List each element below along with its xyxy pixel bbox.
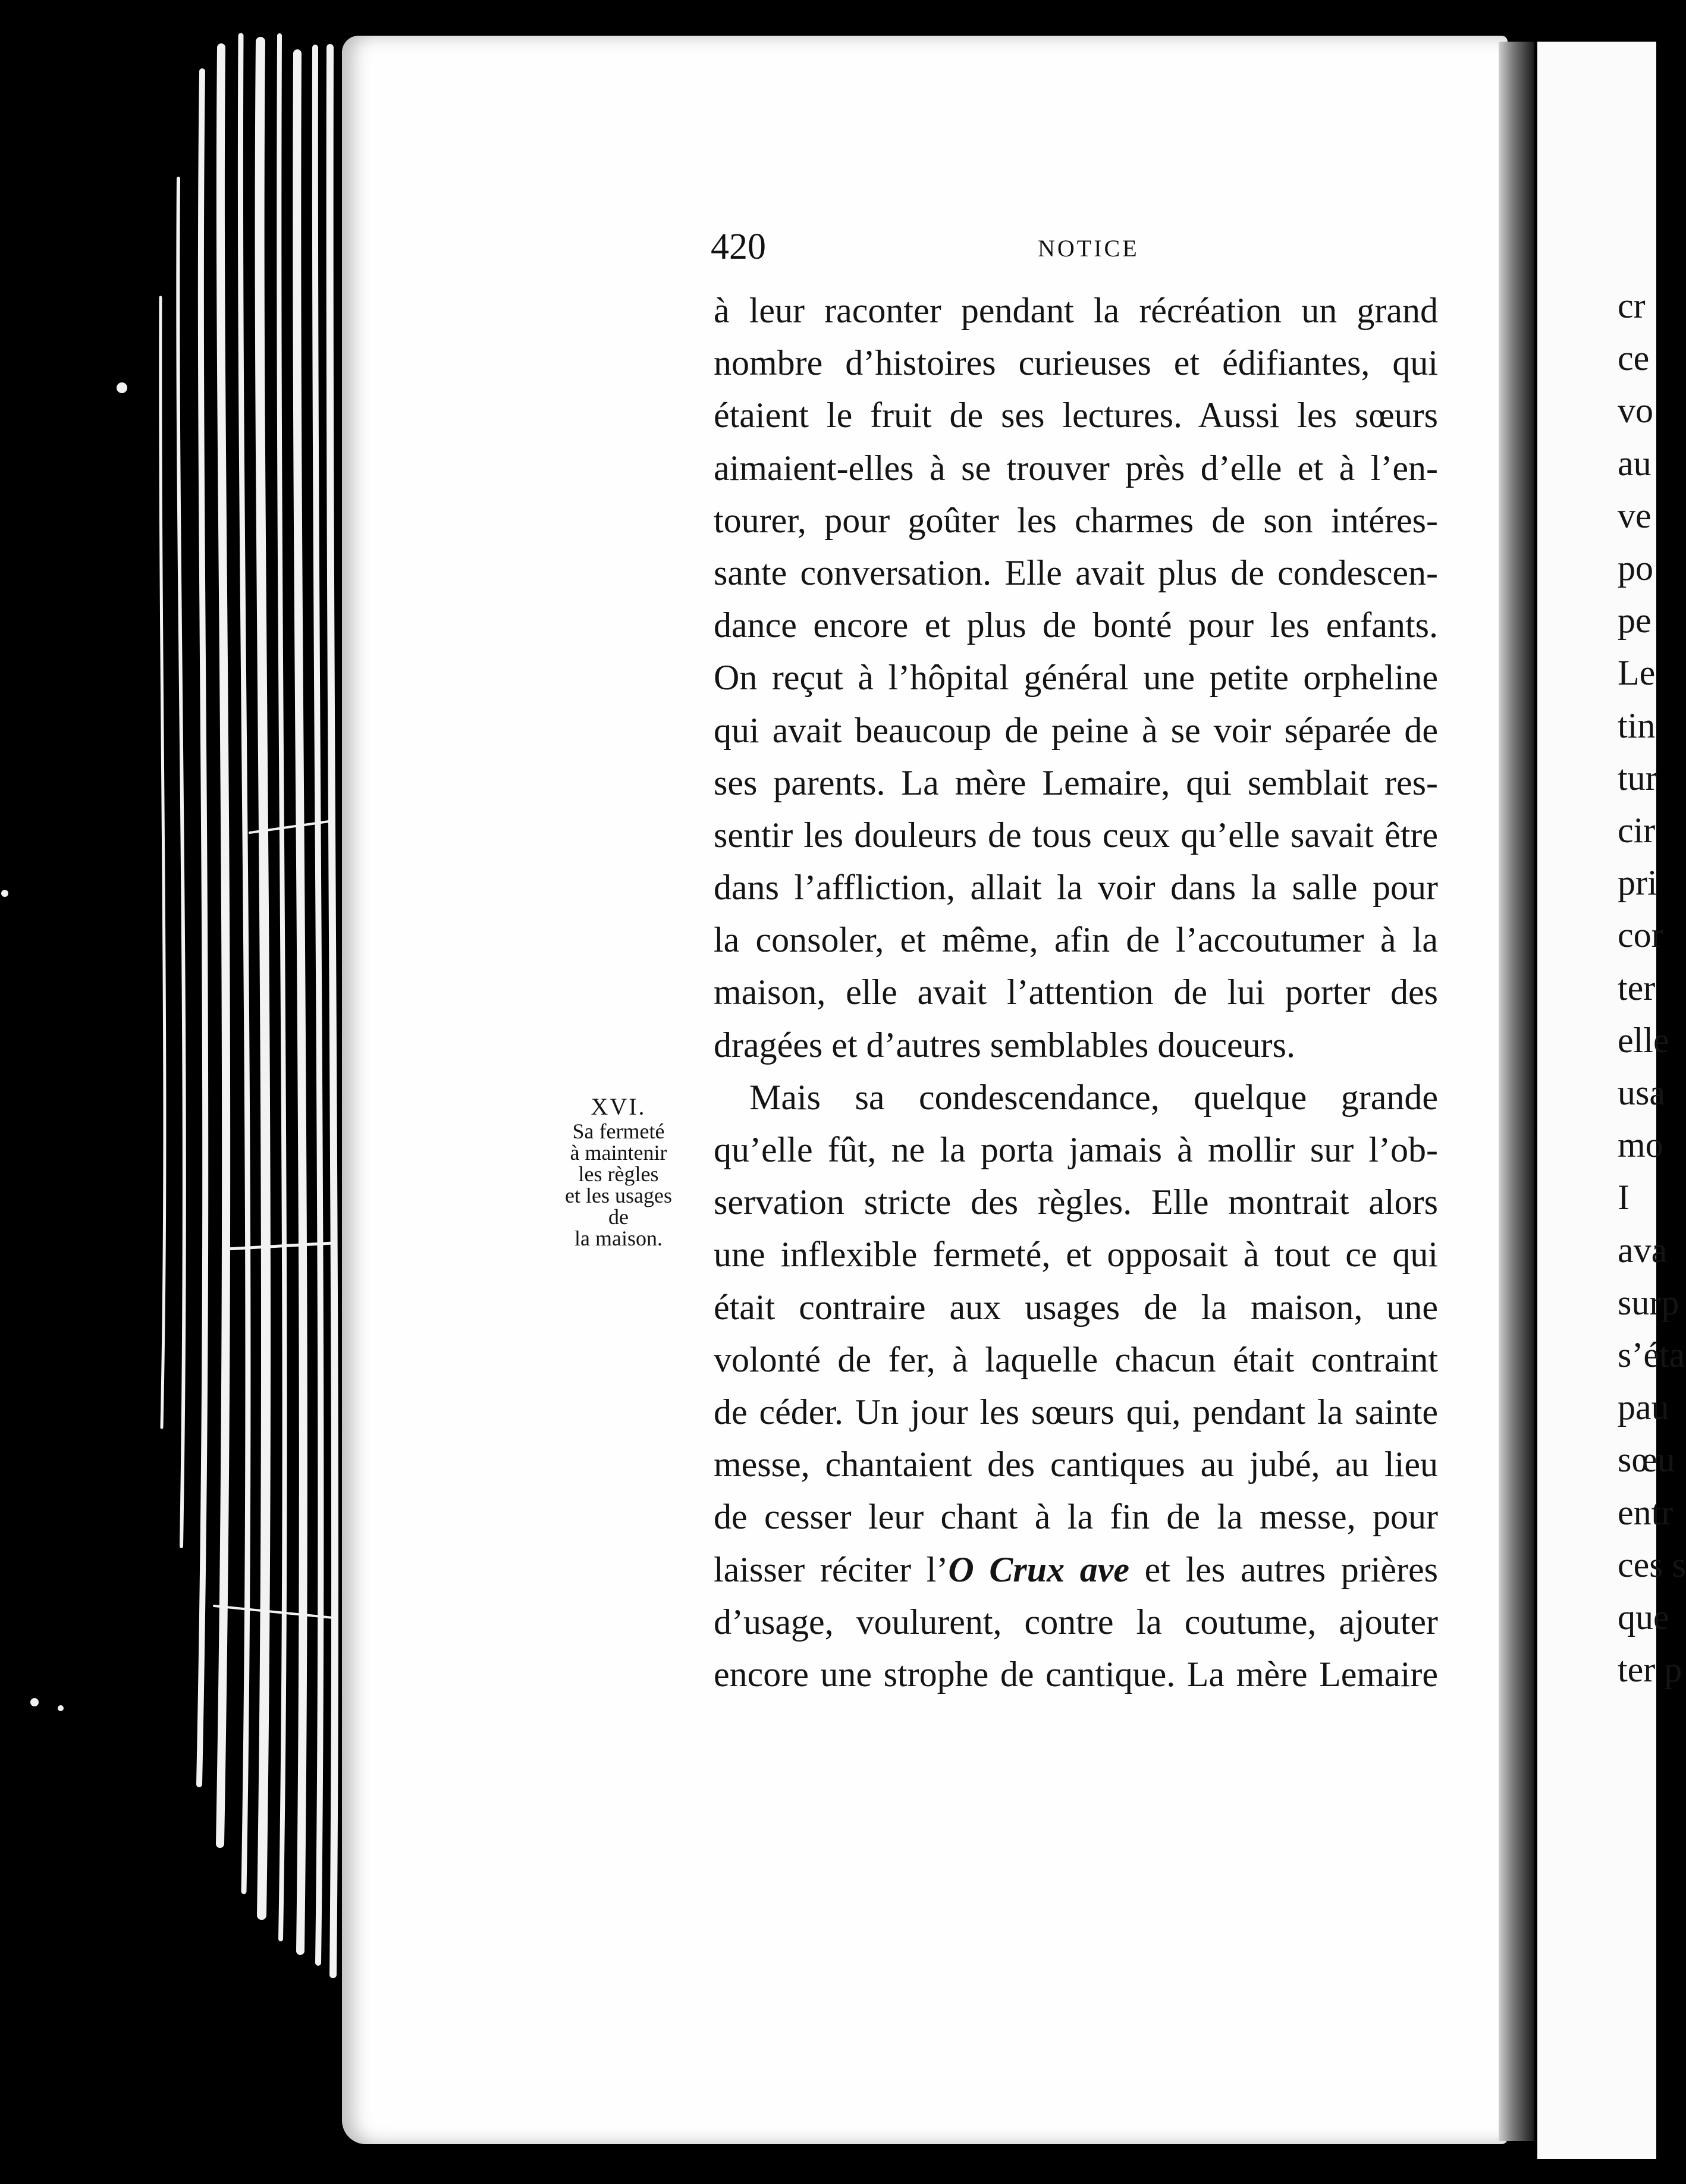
text-line: à leur raconter pendant la récréation un grand (714, 291, 1438, 330)
facing-page-fragment: cir (1618, 811, 1656, 851)
text-line: dance encore et plus de bonté pour les enfants. (714, 605, 1438, 645)
facing-page-fragment: mo (1618, 1125, 1663, 1165)
marginal-note-line: les règles (578, 1162, 659, 1186)
facing-page-fragment: cor (1618, 915, 1663, 955)
text-line: volonté de fer, à laquelle chacun était contraint (714, 1339, 1438, 1379)
facing-page-fragment: pe (1618, 601, 1652, 641)
page-number: 420 (711, 227, 766, 267)
text-line: tourer, pour goûter les charmes de son intéres- (714, 500, 1438, 540)
facing-page-fragment: s’éta (1618, 1335, 1685, 1375)
text-line: de cesser leur chant à la fin de la messe, pour (714, 1497, 1438, 1537)
facing-page-fragment: ter (1618, 968, 1656, 1008)
marginal-note-line: et les usages (565, 1184, 672, 1207)
book-gutter (1499, 42, 1534, 2141)
facing-page-fragment: tin (1618, 705, 1656, 745)
text-line: dans l’affliction, allait la voir dans la salle pour (714, 868, 1438, 908)
paragraph-end-line: dragées et d’autres semblables douceurs. (714, 1025, 1295, 1065)
text-line: qu’elle fût, ne la porta jamais à mollir sur l’ob- (714, 1130, 1438, 1169)
paragraph-start-line: Mais sa condescendance, quelque grande (749, 1077, 1438, 1117)
text-line: nombre d’histoires curieuses et édifiantes, qui (714, 343, 1438, 383)
text-line: sentir les douleurs de tous ceux qu’elle savait être (714, 815, 1438, 855)
marginal-note (538, 1093, 699, 1249)
facing-page-fragment: I (1618, 1178, 1630, 1217)
facing-page-fragment: que (1618, 1598, 1669, 1637)
text-segment: et les autres prières (1129, 1549, 1438, 1589)
facing-page-fragment: Le (1618, 653, 1656, 693)
marginal-note-line: Sa fermeté (572, 1119, 665, 1143)
text-line: servation stricte des règles. Elle montrait alors (714, 1182, 1438, 1222)
facing-page-fragment: surp (1618, 1282, 1679, 1322)
text-line: aimaient-elles à se trouver près d’elle et à l’en- (714, 448, 1438, 488)
body-text (714, 284, 1438, 1700)
facing-page-fragment: tur (1618, 758, 1657, 798)
facing-page-fragment: au (1618, 443, 1652, 483)
text-line: qui avait beaucoup de peine à se voir séparée de (714, 710, 1438, 750)
facing-page-fragment: pri (1618, 863, 1657, 903)
facing-page-text (1618, 280, 1686, 1696)
facing-page-fragment: usa (1618, 1073, 1665, 1113)
page-header (711, 226, 1442, 274)
facing-page-fragment: sœu (1618, 1440, 1675, 1480)
facing-page-fragment: vo (1618, 391, 1653, 431)
text-line: de céder. Un jour les sœurs qui, pendant la sainte (714, 1392, 1438, 1432)
text-line: la consoler, et même, afin de l’accoutumer à la (714, 920, 1438, 960)
marginal-note-line: de (608, 1205, 629, 1229)
text-line: On reçut à l’hôpital général une petite orpheline (714, 658, 1438, 698)
facing-page-fragment: ce (1618, 338, 1650, 378)
facing-page-fragment: entr (1618, 1492, 1674, 1532)
facing-page-fragment: ter p (1618, 1650, 1682, 1690)
text-line: ses parents. La mère Lemaire, qui semblait res- (714, 762, 1438, 802)
page-edges-stack (0, 0, 369, 2184)
running-head: NOTICE (1038, 235, 1139, 262)
facing-page-fragment: cr (1618, 286, 1646, 325)
text-line-with-italic (714, 1543, 1438, 1596)
text-line: maison, elle avait l’attention de lui porter des (714, 972, 1438, 1012)
facing-page-fragment: po (1618, 548, 1653, 588)
facing-page-fragment: ve (1618, 495, 1652, 535)
text-segment: laisser réciter l’ (714, 1549, 949, 1589)
facing-page-fragment: elle (1618, 1020, 1669, 1060)
text-line: était contraire aux usages de la maison, une (714, 1287, 1438, 1327)
text-line: sante conversation. Elle avait plus de condescen- (714, 553, 1438, 592)
latin-prayer-title: O Crux ave (948, 1549, 1129, 1589)
facing-page-fragment: pau (1618, 1388, 1669, 1427)
marginal-note-line: à maintenir (570, 1141, 667, 1165)
marginal-note-line: la maison. (574, 1226, 663, 1250)
text-line: messe, chantaient des cantiques au jubé, au lieu (714, 1445, 1438, 1485)
facing-page-fragment: ava (1618, 1230, 1668, 1270)
marginal-note-number: XVI. (591, 1093, 646, 1120)
text-line: étaient le fruit de ses lectures. Aussi les sœurs (714, 396, 1438, 435)
facing-page-fragment: ces s (1618, 1545, 1686, 1584)
text-line: encore une strophe de cantique. La mère Lemaire (714, 1654, 1438, 1694)
text-line: d’usage, voulurent, contre la coutume, ajouter (714, 1602, 1438, 1642)
text-line: une inflexible fermeté, et opposait à tout ce qui (714, 1235, 1438, 1275)
